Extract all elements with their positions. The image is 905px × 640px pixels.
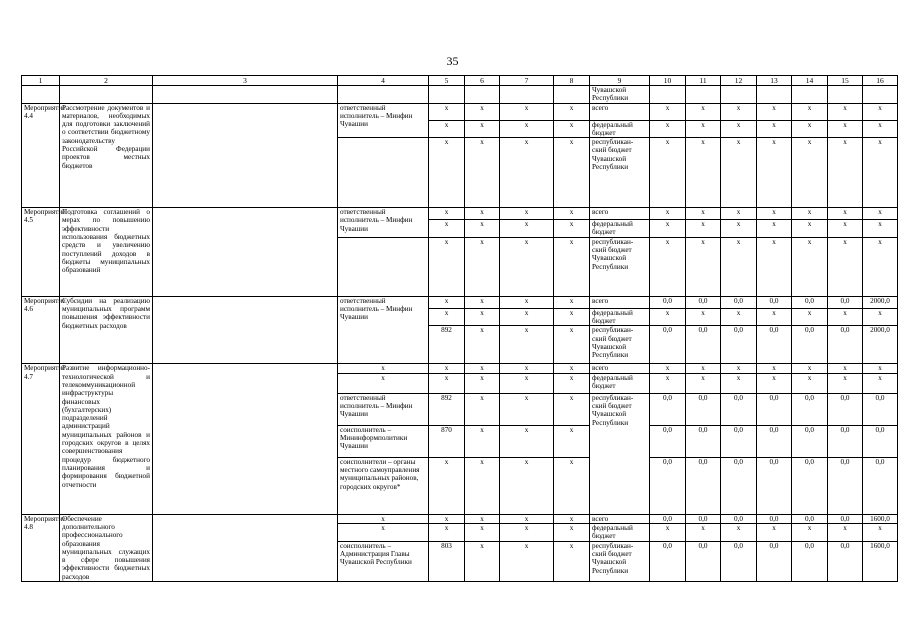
event-name: Субсидии на реализацию муниципальных программ повышения эффективности бюджетных расходов — [60, 296, 153, 364]
page-number: 35 — [446, 54, 459, 68]
table-row — [22, 364, 898, 373]
value-cell: 0,0 — [757, 514, 792, 523]
value-cell: 0,0 — [686, 296, 721, 308]
value-cell: x — [757, 524, 792, 542]
budget-source: всего — [590, 103, 650, 120]
budget-source: республикан-ский бюджет Чувашской Республики — [590, 138, 650, 208]
value-cell: x — [429, 103, 465, 120]
value-cell: x — [338, 524, 429, 542]
value-cell: x — [554, 541, 590, 581]
value-cell: x — [554, 220, 590, 238]
budget-source: республикан-ский бюджет Чувашской Республики — [590, 393, 650, 514]
value-cell: x — [500, 364, 554, 373]
event-id: Мероприятие 4.5 — [22, 208, 60, 297]
value-cell: x — [792, 103, 828, 120]
value-cell: x — [686, 120, 721, 138]
value-cell: x — [465, 103, 500, 120]
value-cell: x — [863, 373, 898, 393]
event-name: Подготовка соглашений о мерах по повышению эффективности использования бюджетных средств и увеличению поступлений доходов в бюджеты муниципальных образований — [60, 208, 153, 297]
value-cell: x — [500, 296, 554, 308]
value-cell: x — [429, 208, 465, 220]
value-cell: 0,0 — [757, 457, 792, 514]
value-cell: x — [792, 138, 828, 208]
value-cell: x — [650, 237, 686, 296]
value-cell: x — [465, 373, 500, 393]
value-cell: x — [792, 120, 828, 138]
header-cell: 15 — [828, 76, 863, 86]
value-cell: 0,0 — [650, 326, 686, 364]
value-cell: x — [429, 296, 465, 308]
header-cell: 12 — [721, 76, 757, 86]
value-cell: x — [429, 138, 465, 208]
value-cell: x — [863, 308, 898, 326]
header-cell: 1 — [22, 76, 60, 86]
value-cell: x — [500, 425, 554, 457]
value-cell: 0,0 — [828, 514, 863, 523]
value-cell: x — [338, 373, 429, 393]
value-cell: x — [465, 425, 500, 457]
value-cell: x — [650, 138, 686, 208]
value-cell: 0,0 — [650, 541, 686, 581]
value-cell: x — [554, 373, 590, 393]
value-cell: x — [757, 237, 792, 296]
value-cell: x — [721, 103, 757, 120]
value-cell: x — [554, 326, 590, 364]
value-cell: 0,0 — [792, 514, 828, 523]
budget-source: федеральный бюджет — [590, 308, 650, 326]
value-cell: 0,0 — [863, 425, 898, 457]
value-cell: x — [465, 208, 500, 220]
value-cell: 0,0 — [686, 326, 721, 364]
value-cell: x — [500, 138, 554, 208]
value-cell: 0,0 — [721, 457, 757, 514]
value-cell: 0,0 — [721, 326, 757, 364]
header-cell: 8 — [554, 76, 590, 86]
value-cell: x — [554, 514, 590, 523]
value-cell: 1600,0 — [863, 514, 898, 523]
value-cell: x — [500, 208, 554, 220]
value-cell: x — [757, 208, 792, 220]
budget-source: Чувашской Республики — [590, 86, 650, 104]
value-cell: x — [554, 103, 590, 120]
value-cell: x — [721, 208, 757, 220]
header-cell: 2 — [60, 76, 153, 86]
co-executor: соисполнитель – Администрация Главы Чувашской Республики — [338, 541, 429, 581]
table-row — [22, 103, 898, 120]
value-cell: x — [465, 457, 500, 514]
header-cell: 6 — [465, 76, 500, 86]
value-cell: x — [500, 237, 554, 296]
value-cell: 1600,0 — [863, 541, 898, 581]
value-cell: x — [828, 120, 863, 138]
responsible: ответственный исполнитель – Минфин Чувашии — [338, 208, 429, 238]
value-cell: 0,0 — [828, 541, 863, 581]
value-cell: x — [500, 524, 554, 542]
value-cell: x — [721, 237, 757, 296]
value-cell: x — [650, 120, 686, 138]
empty-cell — [153, 514, 338, 581]
responsible: ответственный исполнитель – Минфин Чувашии — [338, 103, 429, 138]
value-cell: x — [465, 138, 500, 208]
value-cell: 0,0 — [828, 425, 863, 457]
event-name: Развитие информационно-технологической и телекоммуникационной инфраструктуры финансовых (бухгалтерских) подразделений администраций муниципальных районов и городских округов в целях совершенствования процедур бюджетного планирования и формирования бюджетной отчетности — [60, 364, 153, 514]
value-cell: 870 — [429, 425, 465, 457]
budget-source: всего — [590, 514, 650, 523]
event-id: Мероприятие 4.6 — [22, 296, 60, 364]
budget-source: республикан-ский бюджет Чувашской Республики — [590, 541, 650, 581]
value-cell: x — [554, 208, 590, 220]
value-cell: x — [686, 220, 721, 238]
budget-source: федеральный бюджет — [590, 524, 650, 542]
value-cell: x — [757, 103, 792, 120]
value-cell: x — [828, 208, 863, 220]
budget-source: федеральный бюджет — [590, 120, 650, 138]
header-cell: 9 — [590, 76, 650, 86]
header-cell: 4 — [338, 76, 429, 86]
value-cell: x — [429, 120, 465, 138]
value-cell: x — [686, 237, 721, 296]
table-row — [22, 514, 898, 523]
value-cell: x — [686, 103, 721, 120]
value-cell: x — [500, 308, 554, 326]
value-cell: x — [429, 373, 465, 393]
value-cell: 0,0 — [792, 393, 828, 425]
value-cell: x — [721, 308, 757, 326]
value-cell: x — [863, 103, 898, 120]
value-cell: x — [650, 208, 686, 220]
value-cell: x — [792, 208, 828, 220]
value-cell: x — [828, 373, 863, 393]
value-cell: x — [465, 220, 500, 238]
header-cell: 14 — [792, 76, 828, 86]
value-cell: 0,0 — [828, 296, 863, 308]
value-cell: 892 — [429, 326, 465, 364]
value-cell: 0,0 — [757, 326, 792, 364]
co-executor: соисполнители – органы местного самоуправления муниципальных районов, городских округов* — [338, 457, 429, 514]
value-cell: x — [500, 103, 554, 120]
value-cell: 0,0 — [650, 425, 686, 457]
value-cell: x — [500, 220, 554, 238]
value-cell: x — [650, 524, 686, 542]
value-cell: x — [465, 308, 500, 326]
value-cell: x — [863, 237, 898, 296]
empty-cell — [153, 296, 338, 364]
value-cell: x — [792, 373, 828, 393]
value-cell: x — [721, 524, 757, 542]
empty-cell — [338, 237, 429, 296]
header-cell: 7 — [500, 76, 554, 86]
value-cell: x — [650, 103, 686, 120]
value-cell: x — [465, 326, 500, 364]
value-cell: x — [554, 425, 590, 457]
header-cell: 10 — [650, 76, 686, 86]
value-cell: 0,0 — [721, 425, 757, 457]
value-cell: x — [650, 364, 686, 373]
value-cell: x — [828, 524, 863, 542]
value-cell: 0,0 — [650, 296, 686, 308]
responsible: ответственный исполнитель – Минфин Чувашии — [338, 296, 429, 364]
event-id: Мероприятие 4.8 — [22, 514, 60, 581]
budget-source: всего — [590, 208, 650, 220]
value-cell: x — [500, 373, 554, 393]
value-cell: 0,0 — [721, 514, 757, 523]
value-cell: 0,0 — [792, 326, 828, 364]
value-cell: x — [792, 220, 828, 238]
value-cell: x — [863, 364, 898, 373]
value-cell: x — [465, 296, 500, 308]
value-cell: x — [465, 237, 500, 296]
value-cell: 0,0 — [650, 457, 686, 514]
event-id: Мероприятие 4.7 — [22, 364, 60, 514]
value-cell: x — [465, 514, 500, 523]
value-cell: 0,0 — [650, 514, 686, 523]
continuation-row — [22, 86, 898, 104]
value-cell: 0,0 — [686, 425, 721, 457]
value-cell: x — [721, 373, 757, 393]
header-cell: 13 — [757, 76, 792, 86]
value-cell: x — [429, 237, 465, 296]
value-cell: 0,0 — [828, 393, 863, 425]
value-cell: x — [429, 364, 465, 373]
value-cell: 0,0 — [686, 457, 721, 514]
value-cell: 0,0 — [686, 541, 721, 581]
value-cell: x — [792, 524, 828, 542]
empty-cell — [153, 208, 338, 297]
value-cell: 892 — [429, 393, 465, 425]
budget-source: всего — [590, 364, 650, 373]
value-cell: x — [338, 514, 429, 523]
value-cell: x — [686, 308, 721, 326]
value-cell: 0,0 — [757, 425, 792, 457]
value-cell: x — [554, 457, 590, 514]
value-cell: 0,0 — [863, 457, 898, 514]
table-row — [22, 208, 898, 220]
value-cell: 0,0 — [757, 541, 792, 581]
value-cell: x — [500, 457, 554, 514]
event-id: Мероприятие 4.4 — [22, 103, 60, 208]
header-cell: 5 — [429, 76, 465, 86]
value-cell: x — [465, 393, 500, 425]
value-cell: x — [863, 120, 898, 138]
value-cell: x — [500, 120, 554, 138]
budget-source: республикан-ский бюджет Чувашской Республики — [590, 326, 650, 364]
value-cell: 0,0 — [721, 393, 757, 425]
value-cell: 0,0 — [721, 296, 757, 308]
empty-cell — [153, 364, 338, 514]
value-cell: 0,0 — [686, 514, 721, 523]
value-cell: x — [686, 208, 721, 220]
value-cell: x — [863, 524, 898, 542]
value-cell: x — [338, 364, 429, 373]
value-cell: x — [554, 524, 590, 542]
value-cell: x — [686, 524, 721, 542]
table-row — [22, 296, 898, 308]
value-cell: x — [429, 308, 465, 326]
value-cell: 2000,0 — [863, 326, 898, 364]
value-cell: x — [429, 524, 465, 542]
value-cell: x — [500, 541, 554, 581]
value-cell: 2000,0 — [863, 296, 898, 308]
co-executor: соисполнитель – Мининформполитики Чувашии — [338, 425, 429, 457]
value-cell: x — [554, 237, 590, 296]
budget-source: федеральный бюджет — [590, 373, 650, 393]
value-cell: 0,0 — [792, 541, 828, 581]
value-cell: 0,0 — [792, 457, 828, 514]
value-cell: 0,0 — [792, 296, 828, 308]
value-cell: 0,0 — [721, 541, 757, 581]
value-cell: x — [554, 138, 590, 208]
value-cell: x — [500, 326, 554, 364]
value-cell: x — [757, 120, 792, 138]
header-cell: 11 — [686, 76, 721, 86]
value-cell: x — [721, 120, 757, 138]
value-cell: x — [465, 524, 500, 542]
value-cell: x — [650, 373, 686, 393]
program-table — [21, 75, 898, 582]
value-cell: x — [429, 457, 465, 514]
header-cell: 3 — [153, 76, 338, 86]
header-row — [22, 76, 898, 86]
value-cell: x — [792, 237, 828, 296]
value-cell: x — [863, 208, 898, 220]
value-cell: x — [500, 514, 554, 523]
value-cell: x — [465, 364, 500, 373]
value-cell: 0,0 — [686, 393, 721, 425]
value-cell: x — [554, 308, 590, 326]
value-cell: x — [554, 296, 590, 308]
value-cell: 0,0 — [650, 393, 686, 425]
value-cell: x — [757, 138, 792, 208]
value-cell: 0,0 — [757, 296, 792, 308]
value-cell: x — [465, 541, 500, 581]
event-name: Рассмотрение документов и материалов, необходимых для подготовки заключений о соответствии бюджетному законодательству Российской Федерации проектов местных бюджетов — [60, 103, 153, 208]
value-cell: x — [757, 364, 792, 373]
value-cell: x — [429, 514, 465, 523]
value-cell: 0,0 — [792, 425, 828, 457]
value-cell: x — [554, 120, 590, 138]
value-cell: x — [757, 373, 792, 393]
value-cell: x — [500, 393, 554, 425]
value-cell: x — [863, 138, 898, 208]
value-cell: x — [465, 120, 500, 138]
value-cell: x — [828, 220, 863, 238]
value-cell: x — [686, 138, 721, 208]
value-cell: x — [554, 364, 590, 373]
header-cell: 16 — [863, 76, 898, 86]
value-cell: x — [828, 138, 863, 208]
event-name: Обеспечение дополнительного профессионального образования муниципальных служащих в сфере повышения эффективности бюджетных расходов — [60, 514, 153, 581]
value-cell: 0,0 — [863, 393, 898, 425]
value-cell: x — [863, 220, 898, 238]
value-cell: x — [792, 308, 828, 326]
responsible: ответственный исполнитель – Минфин Чувашии — [338, 393, 429, 425]
value-cell: x — [828, 103, 863, 120]
value-cell: x — [721, 364, 757, 373]
empty-cell — [153, 103, 338, 208]
value-cell: x — [757, 308, 792, 326]
value-cell: x — [686, 373, 721, 393]
value-cell: x — [792, 364, 828, 373]
value-cell: 0,0 — [828, 326, 863, 364]
value-cell: x — [650, 220, 686, 238]
value-cell: 0,0 — [828, 457, 863, 514]
value-cell: 0,0 — [757, 393, 792, 425]
budget-source: республикан-ский бюджет Чувашской Республики — [590, 237, 650, 296]
value-cell: 803 — [429, 541, 465, 581]
value-cell: x — [721, 138, 757, 208]
value-cell: x — [554, 393, 590, 425]
value-cell: x — [721, 220, 757, 238]
value-cell: x — [757, 220, 792, 238]
value-cell: x — [650, 308, 686, 326]
budget-source: федеральный бюджет — [590, 220, 650, 238]
value-cell: x — [429, 220, 465, 238]
empty-cell — [338, 138, 429, 208]
value-cell: x — [686, 364, 721, 373]
value-cell: x — [828, 308, 863, 326]
value-cell: x — [828, 237, 863, 296]
budget-source: всего — [590, 296, 650, 308]
value-cell: x — [828, 364, 863, 373]
